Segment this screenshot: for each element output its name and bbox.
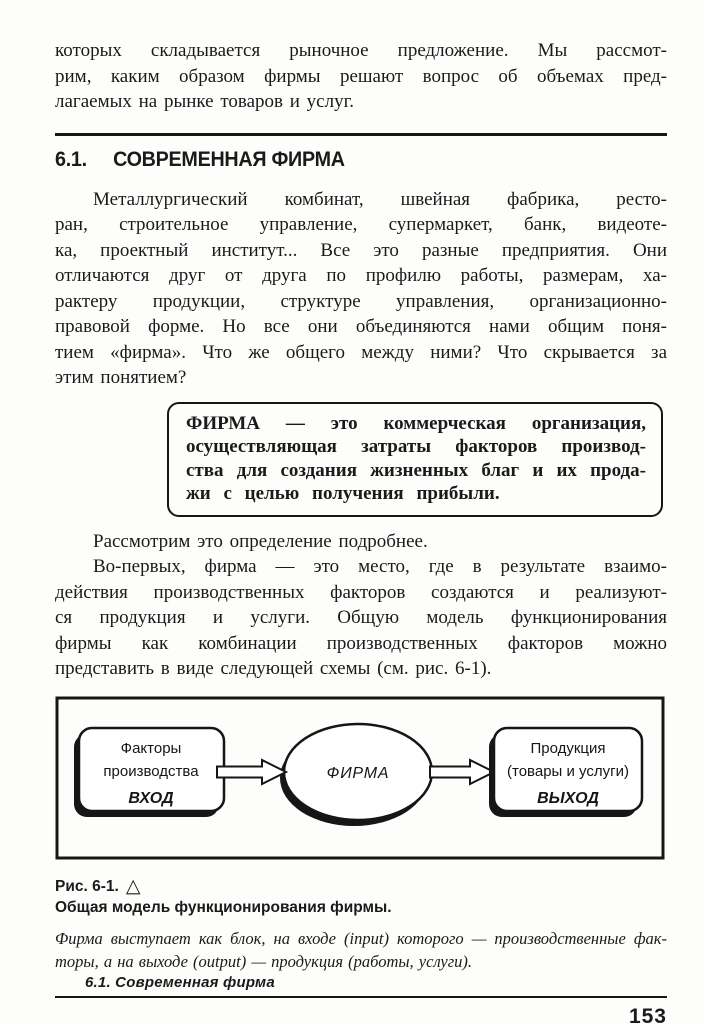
section-title: СОВРЕМЕННАЯ ФИРМА: [113, 147, 345, 171]
text-line: осуществляющая затраты факторов производ-: [186, 436, 646, 457]
text-line: Во-первых, фирма — это место, где в результате взаимо-: [93, 556, 667, 577]
input-label: ВХОД: [128, 789, 174, 807]
input-box-title-line2: производства: [103, 762, 199, 780]
text-line: торы, а на выходе (output) — продукция (работы, услуги).: [55, 951, 473, 971]
input-flow-arrow-icon: [217, 760, 286, 784]
footer-rule: [55, 996, 667, 998]
firm-label: ФИРМА: [326, 764, 390, 782]
text-line: Металлургический комбинат, швейная фабрика, ресто-: [93, 188, 667, 210]
text-line: ран, строительное управление, супермаркет, банк, видеоте-: [55, 214, 667, 235]
text-line: которых складывается рыночное предложение. Мы рассмот-: [55, 40, 667, 61]
text-line: ФИРМА — это коммерческая организация,: [186, 412, 646, 434]
firm-types-paragraph: [55, 187, 667, 391]
text-line: действия производственных факторов создаются и реализуют-: [55, 581, 667, 603]
output-box-title-line2: (товары и услуги): [507, 762, 629, 780]
text-line: ся продукция и услуги. Общую модель функционирования: [55, 607, 667, 628]
text-line: жи с целью получения прибыли.: [186, 483, 500, 504]
section-number: 6.1.: [55, 147, 87, 171]
text-line: рактеру продукции, структуре управления, организационно-: [55, 290, 667, 312]
text-line: этим понятием?: [55, 367, 187, 388]
text-line: ка, проектный институт... Все это разные предприятия. Они: [55, 239, 667, 261]
text-line: лагаемых на рынке товаров и услуг.: [55, 91, 354, 112]
intro-paragraph: [55, 38, 667, 115]
consider-paragraph: [55, 529, 667, 555]
text-line: Фирма выступает как блок, на входе (input) которого — производственные фак-: [55, 928, 667, 948]
page-footer: [55, 973, 667, 1029]
firm-flow-diagram: [55, 696, 665, 861]
section-heading: [55, 145, 630, 175]
running-head: 6.1. Современная фирма: [85, 973, 275, 991]
text-line: рим, каким образом фирмы решают вопрос об объемах пред-: [55, 65, 667, 87]
figure-ref-row: [55, 876, 667, 897]
text-line: ства для создания жизненных благ и их прода-: [186, 459, 646, 481]
figure-note: [55, 927, 667, 973]
figure-title: Общая модель функционирования фирмы.: [55, 898, 392, 916]
input-box-title-line1: Факторы: [120, 739, 182, 757]
figure-6-1-diagram: [55, 696, 667, 866]
text-line: отличаются друг от друга по профилю работы, размерам, ха-: [55, 265, 667, 286]
text-line: Рассмотрим это определение подробнее.: [93, 530, 428, 552]
text-line: правовой форме. Но все они объединяются нами общим поня-: [55, 316, 667, 337]
model-paragraph: [55, 554, 667, 682]
definition-box: [167, 402, 663, 517]
figure-ref: Рис. 6-1.: [55, 877, 119, 895]
text-line: представить в виде следующей схемы (см. рис. 6-1).: [55, 658, 492, 679]
output-label: ВЫХОД: [537, 789, 599, 807]
output-flow-arrow-icon: [430, 760, 494, 784]
text-line: фирмы как комбинации производственных факторов можно: [55, 632, 667, 654]
output-box-title-line1: Продукция: [530, 739, 606, 757]
text-line: тием «фирма». Что же общего между ними? Что скрывается за: [55, 341, 667, 363]
section-divider-rule: [55, 133, 667, 136]
triangle-marker-icon: △: [125, 875, 141, 897]
figure-caption: [55, 876, 667, 973]
page-number: 153: [628, 1004, 667, 1028]
